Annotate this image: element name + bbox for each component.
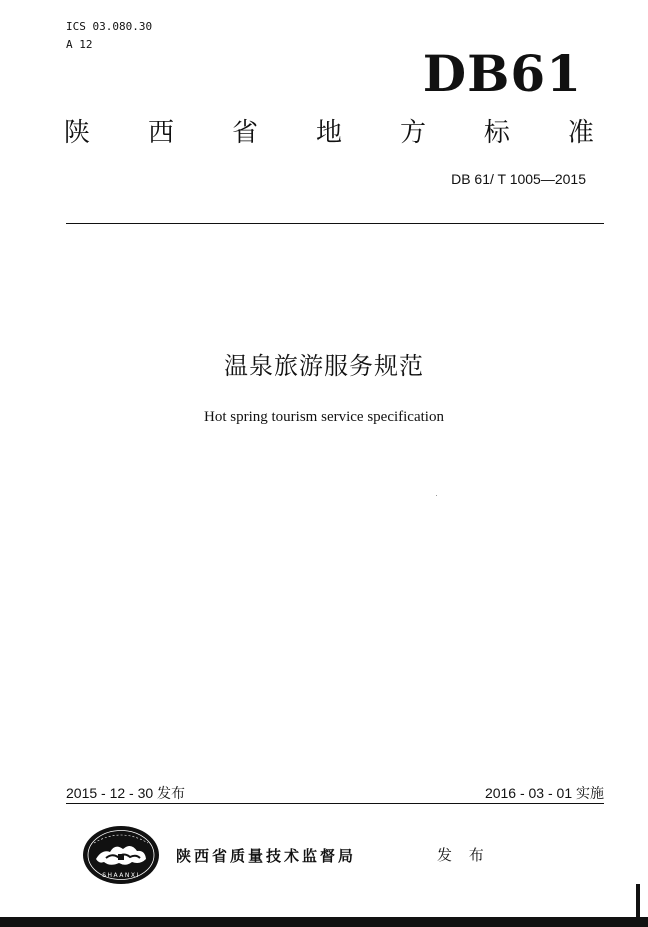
standard-type-char: 省 xyxy=(231,118,258,148)
standard-type-char: 西 xyxy=(147,118,174,148)
scan-speck xyxy=(436,495,437,496)
ics-code: ICS 03.080.30 xyxy=(66,20,153,33)
standard-number: DB 61/ T 1005—2015 xyxy=(451,171,586,187)
title-english: Hot spring tourism service specification xyxy=(204,409,444,425)
standard-type-char: 方 xyxy=(399,118,426,148)
scan-edge-mark xyxy=(636,884,640,920)
standard-type-char: 准 xyxy=(567,118,594,148)
issuer-seal-logo xyxy=(82,825,160,885)
ccs-code: A 12 xyxy=(66,38,93,51)
publish-date: 2015 - 12 - 30 发布 xyxy=(66,785,186,801)
standard-type xyxy=(64,116,594,150)
scan-bottom-bar xyxy=(0,917,648,927)
footer-divider xyxy=(66,803,604,804)
standard-type-char: 陕 xyxy=(64,118,91,148)
svg-text:SHAANXI: SHAANXI xyxy=(102,872,140,879)
header-divider xyxy=(66,223,604,224)
release-label: 发 布 xyxy=(437,846,490,864)
issuer-name: 陕西省质量技术监督局 xyxy=(176,847,357,865)
standard-type-char: 地 xyxy=(315,118,342,148)
db-code: DB61 xyxy=(422,44,582,103)
implement-date: 2016 - 03 - 01 实施 xyxy=(484,785,604,801)
standard-type-char: 标 xyxy=(483,118,510,148)
title-chinese: 温泉旅游服务规范 xyxy=(224,352,424,380)
